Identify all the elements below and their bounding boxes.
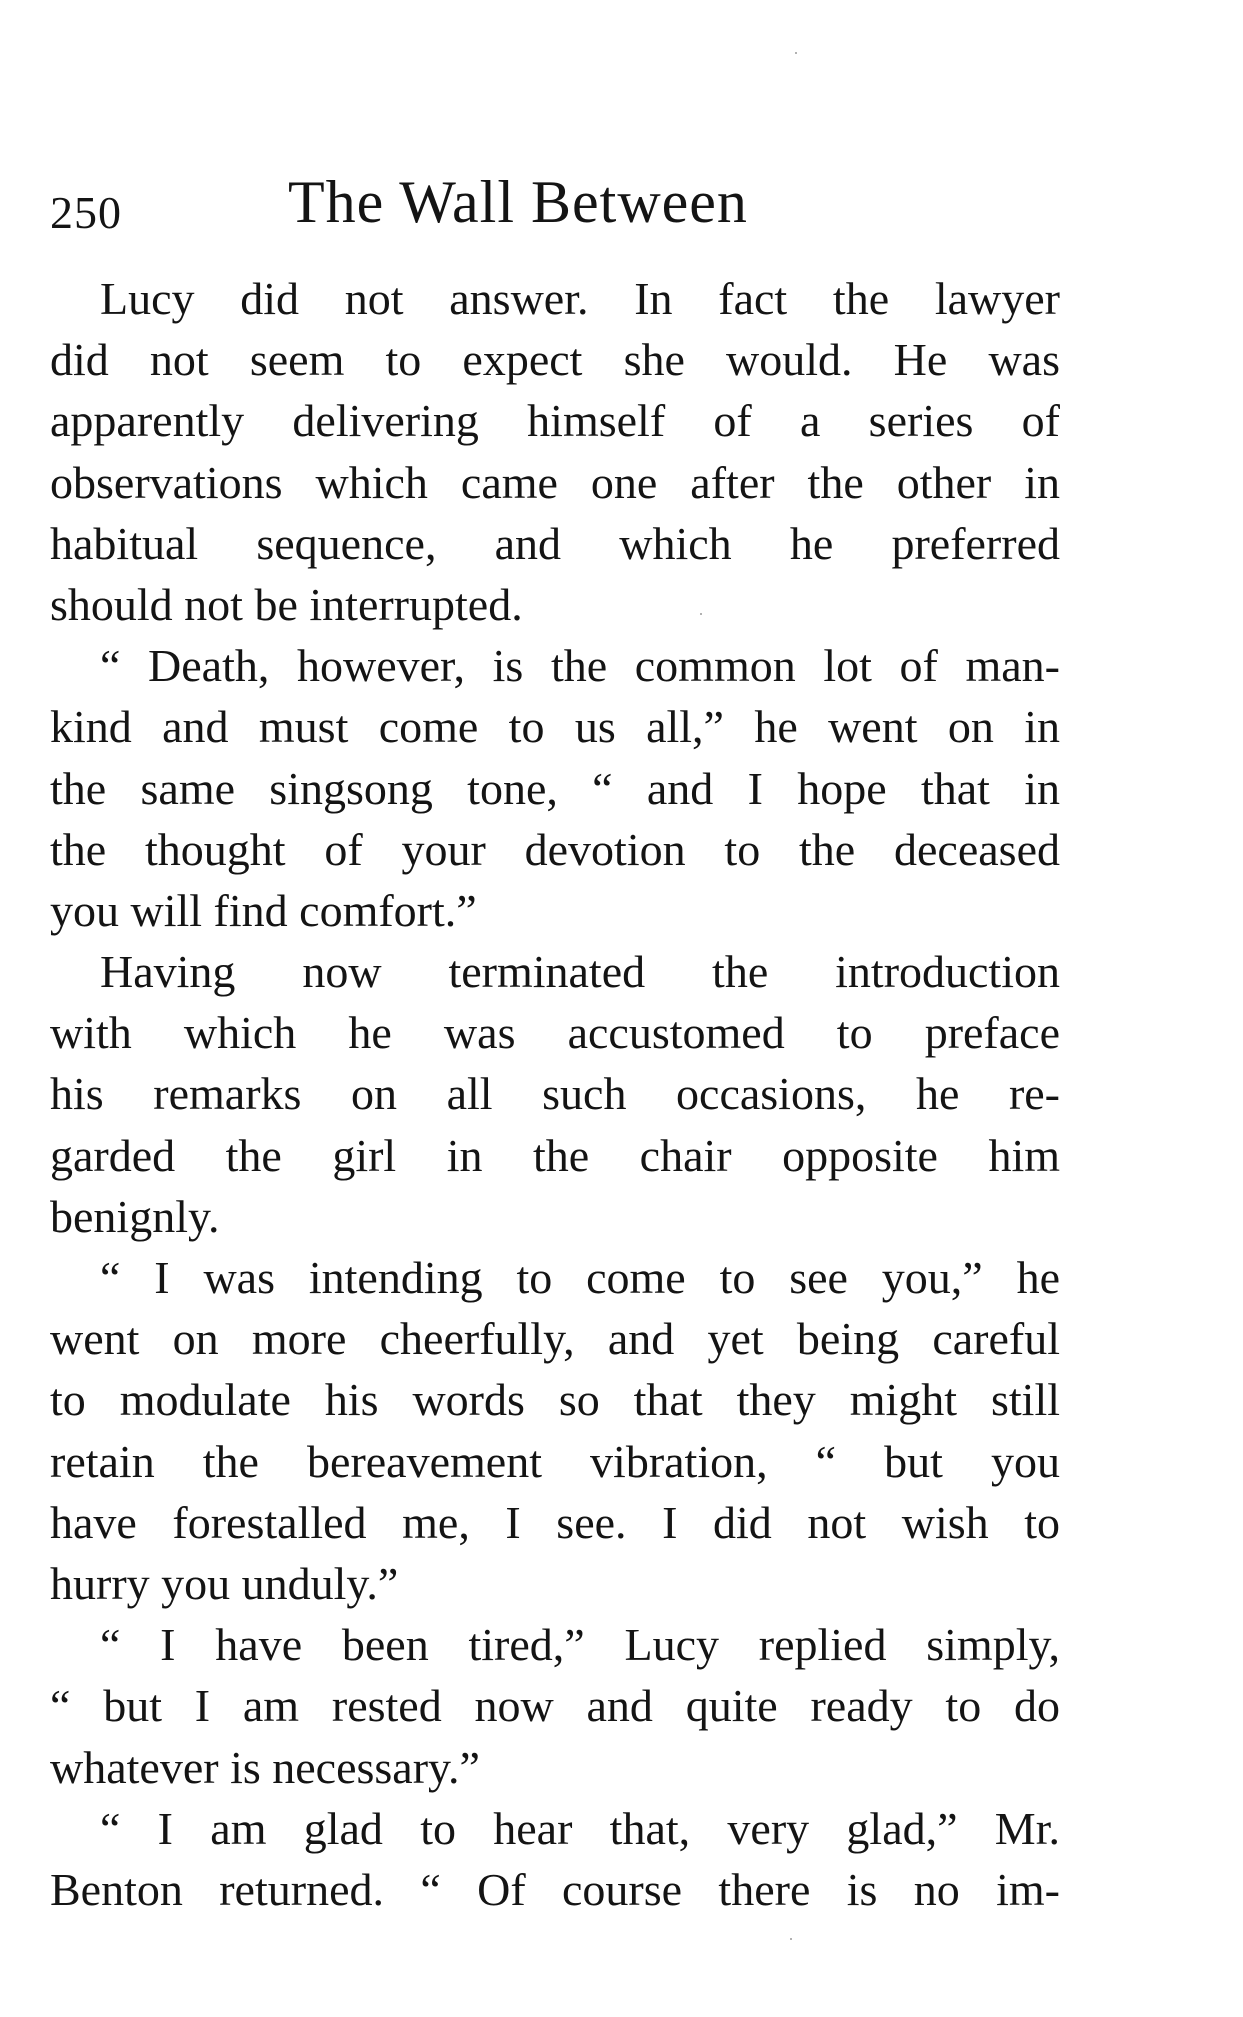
text-line: you will find comfort.” [50,884,477,936]
text-line: garded the girl in the chair opposite him [50,1129,1060,1181]
text-line: benignly. [50,1190,220,1242]
text-line: his remarks on all such occasions, he re- [50,1068,1060,1120]
paragraph [50,1798,1060,1920]
text-line: have forestalled me, I see. I did not wish to [50,1496,1060,1548]
text-line: “ I am glad to hear that, very glad,” Mr. [100,1802,1060,1854]
text-line: “ I was intending to come to see you,” he [100,1252,1060,1303]
paragraph [50,941,1060,1247]
text-line: the thought of your devotion to the deceased [50,823,1060,875]
paper-speck [795,52,797,54]
text-line: to modulate his words so that they might still [50,1374,1060,1426]
text-line: Having now terminated the introduction [100,946,1060,998]
paragraph [50,1614,1060,1798]
text-line: should not be interrupted. [50,578,523,630]
text-line: went on more cheerfully, and yet being careful [50,1313,1060,1365]
text-line: “ but I am rested now and quite ready to do [50,1680,1060,1732]
text-line: “ I have been tired,” Lucy replied simply, [100,1619,1060,1671]
paragraph [50,268,1060,635]
text-line: habitual sequence, and which he preferred [50,517,1060,569]
text-line: whatever is necessary.” [50,1741,480,1793]
paragraph [50,1247,1060,1614]
text-line: the same singsong tone, “ and I hope that in [50,762,1060,814]
text-line: apparently delivering himself of a series of [50,395,1060,447]
text-line: with which he was accustomed to preface [50,1007,1060,1059]
text-line: did not seem to expect she would. He was [50,334,1060,386]
page-number: 250 [50,187,122,238]
text-line: hurry you unduly.” [50,1557,399,1609]
text-line: retain the bereavement vibration, “ but you [50,1435,1060,1487]
paper-speck [790,1938,792,1940]
text-line: observations which came one after the other in [50,456,1060,508]
text-line: Lucy did not answer. In fact the lawyer [100,273,1060,324]
page-header [50,168,1060,248]
text-line: “ Death, however, is the common lot of man- [100,640,1060,692]
text-line: kind and must come to us all,” he went on in [50,701,1060,753]
paragraph [50,635,1060,941]
running-head: The Wall Between [288,169,748,235]
text-line: Benton returned. “ Of course there is no im- [50,1863,1060,1915]
body-text [50,268,1060,1920]
